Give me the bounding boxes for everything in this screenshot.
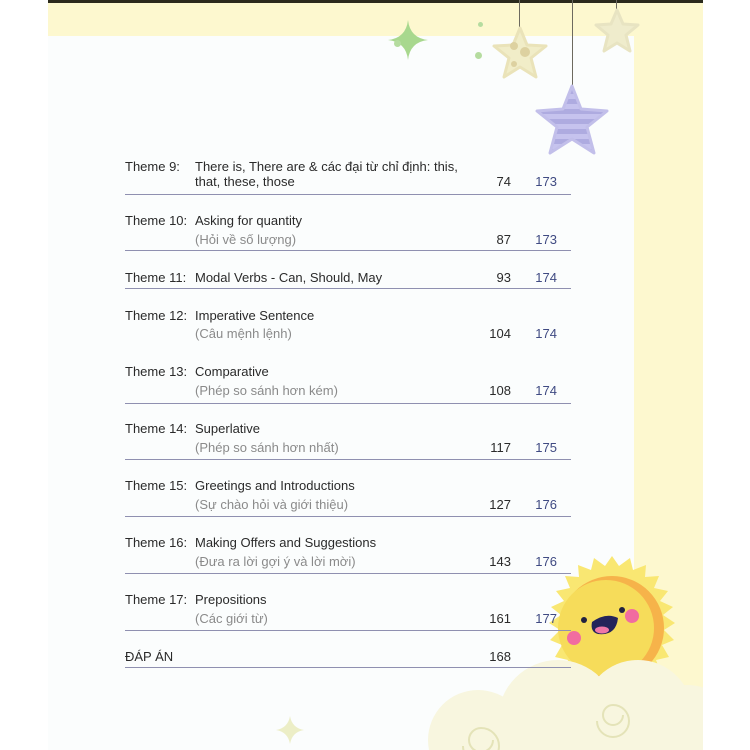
theme-title: Prepositions xyxy=(195,592,267,607)
page-number: 87 xyxy=(496,232,511,247)
theme-subtitle: (Sự chào hỏi và giới thiệu) xyxy=(195,497,349,512)
answer-page-number: 176 xyxy=(535,497,557,512)
toc-entry-answers[interactable] xyxy=(125,647,571,668)
answers-label: ĐÁP ÁN xyxy=(125,649,174,664)
answer-page-number: 176 xyxy=(535,554,557,569)
theme-title: Greetings and Introductions xyxy=(195,478,355,493)
theme-subtitle: (Đưa ra lời gợi ý và lời mời) xyxy=(195,554,356,569)
answer-page-number: 175 xyxy=(535,440,557,455)
sparkle-icon xyxy=(388,20,428,60)
answer-page-number: 174 xyxy=(535,270,557,285)
page-number: 143 xyxy=(489,554,511,569)
cloud-icon xyxy=(388,660,703,750)
theme-label: Theme 11: xyxy=(125,270,187,285)
toc-entry-theme-17[interactable] xyxy=(125,590,571,631)
theme-title: Asking for quantity xyxy=(195,213,302,228)
page-number: 161 xyxy=(489,611,511,626)
hanging-string xyxy=(572,0,573,88)
toc-entry-theme-15[interactable] xyxy=(125,476,571,517)
star-spotted-icon xyxy=(492,26,548,80)
theme-label: Theme 16: xyxy=(125,535,188,550)
theme-subtitle: (Hỏi về số lượng) xyxy=(195,232,297,247)
theme-subtitle: (Phép so sánh hơn nhất) xyxy=(195,440,339,455)
theme-label: Theme 13: xyxy=(125,364,188,379)
page-number: 93 xyxy=(496,270,511,285)
theme-title: Modal Verbs - Can, Should, May xyxy=(195,270,383,285)
theme-title: Comparative xyxy=(195,364,269,379)
small-star-icon xyxy=(276,716,304,744)
toc-entry-theme-10[interactable] xyxy=(125,211,571,251)
answer-page-number: 173 xyxy=(535,232,557,247)
theme-title: There is, There are & các đại từ chỉ định: this, that, these, those xyxy=(195,159,458,189)
theme-subtitle: (Các giới từ) xyxy=(195,611,268,626)
theme-label: Theme 12: xyxy=(125,308,188,323)
answer-page-number: 174 xyxy=(535,383,557,398)
star-cream-icon xyxy=(594,8,640,54)
toc-entry-theme-12[interactable] xyxy=(125,306,571,344)
theme-subtitle: (Câu mệnh lệnh) xyxy=(195,326,292,341)
page-number: 104 xyxy=(489,326,511,341)
dot-icon xyxy=(478,22,483,27)
toc-entry-theme-9[interactable] xyxy=(125,158,571,195)
page-number: 117 xyxy=(490,440,511,455)
theme-title: Making Offers and Suggestions xyxy=(195,535,377,550)
theme-label: Theme 15: xyxy=(125,478,188,493)
toc-entry-theme-14[interactable] xyxy=(125,419,571,460)
theme-title: Superlative xyxy=(195,421,261,436)
theme-label: Theme 14: xyxy=(125,421,188,436)
answer-page-number: 174 xyxy=(535,326,557,341)
book-page xyxy=(48,0,703,750)
page-number: 74 xyxy=(496,174,511,189)
page-number: 127 xyxy=(489,497,511,512)
theme-label: Theme 10: xyxy=(125,213,188,228)
theme-label: Theme 9: xyxy=(125,159,180,174)
theme-label: Theme 17: xyxy=(125,592,188,607)
dot-icon xyxy=(475,52,482,59)
toc-entry-theme-16[interactable] xyxy=(125,533,571,574)
toc-entry-theme-11[interactable] xyxy=(125,268,571,289)
answer-page-number: 173 xyxy=(535,174,557,189)
page-number: 108 xyxy=(489,383,511,398)
theme-title: Imperative Sentence xyxy=(195,308,315,323)
page-number: 168 xyxy=(489,649,511,664)
dot-icon xyxy=(394,40,401,47)
answer-page-number: 177 xyxy=(535,611,557,626)
star-striped-icon xyxy=(534,84,610,156)
theme-subtitle: (Phép so sánh hơn kém) xyxy=(195,383,338,398)
toc-entry-theme-13[interactable] xyxy=(125,362,571,404)
